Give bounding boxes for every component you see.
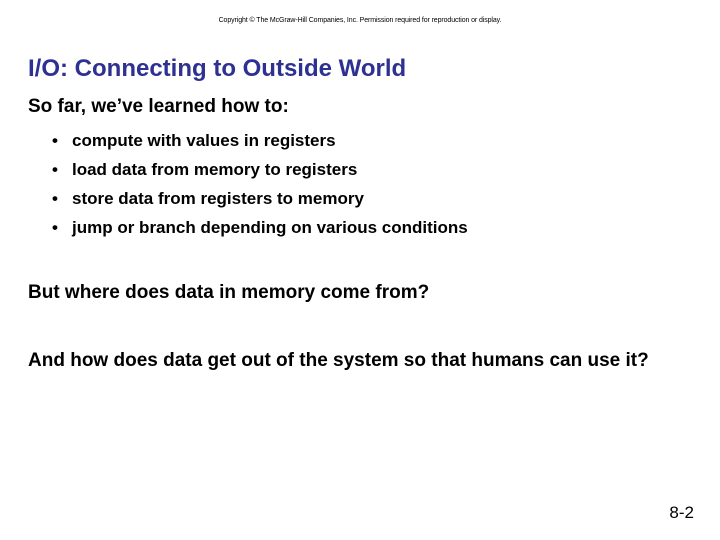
bullet-icon: • [52,218,58,237]
intro-text: So far, we’ve learned how to: [28,96,289,117]
bullet-text: load data from memory to registers [72,160,358,179]
list-item [52,155,468,184]
slide-title: I/O: Connecting to Outside World [28,55,407,82]
copyright-notice: Copyright © The McGraw-Hill Companies, Inc. Permission required for reproduction or display. [218,17,502,24]
bullet-text: store data from registers to memory [72,189,364,208]
question-data-source: But where does data in memory come from? [28,282,430,303]
page-number: 8-2 [669,503,694,522]
bullet-list [52,126,468,242]
bullet-text: compute with values in registers [72,131,336,150]
bullet-icon: • [52,160,58,179]
list-item [52,126,468,155]
bullet-icon: • [52,189,58,208]
list-item [52,184,468,213]
list-item [52,213,468,242]
bullet-icon: • [52,131,58,150]
question-data-output: And how does data get out of the system so that humans can use it? [28,350,649,371]
bullet-text: jump or branch depending on various conditions [72,218,468,237]
